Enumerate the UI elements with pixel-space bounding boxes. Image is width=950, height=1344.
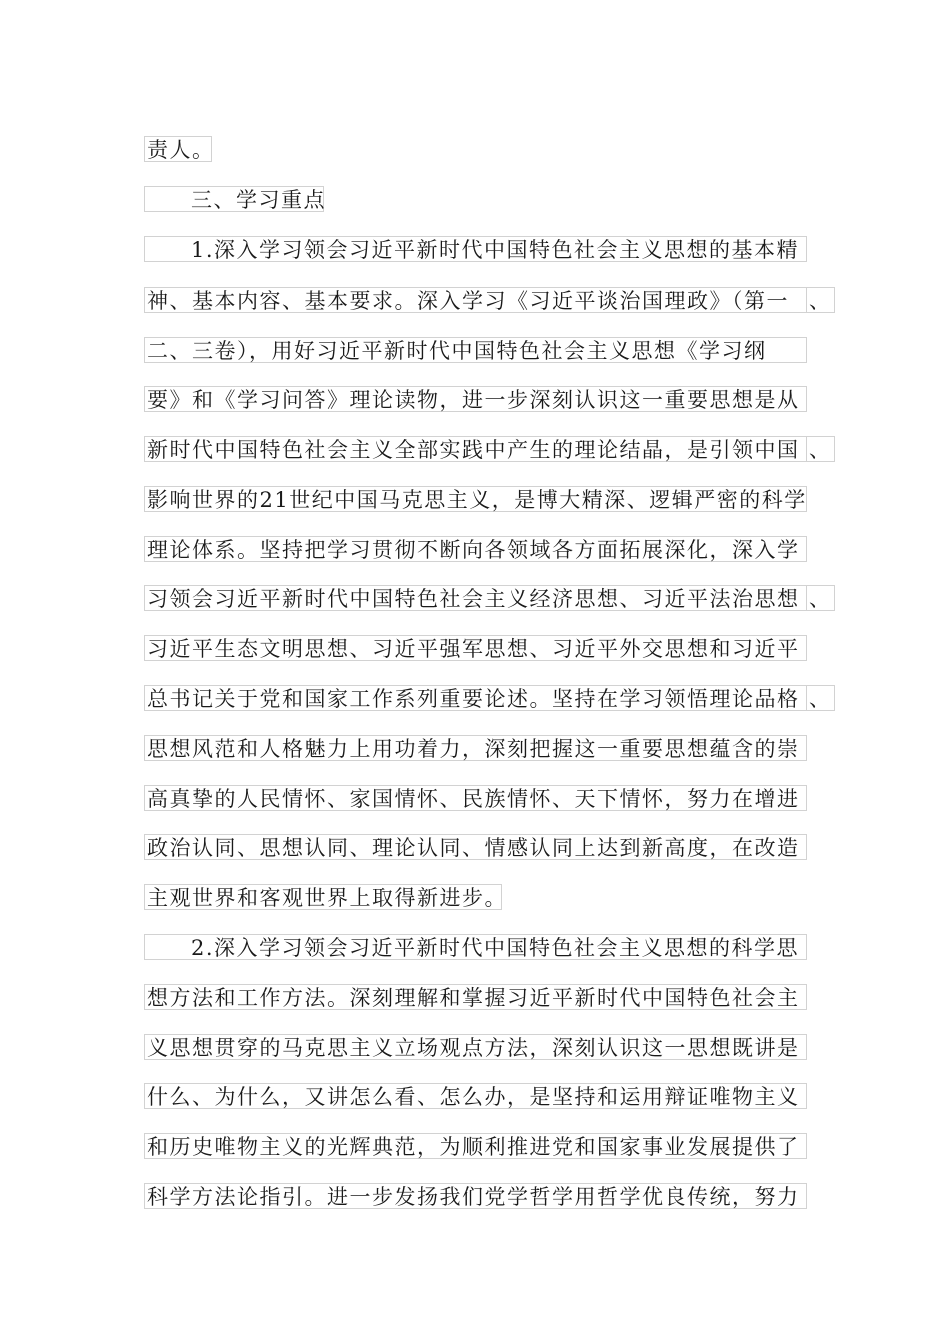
paragraph-1-line-13: 政治认同、思想认同、理论认同、情感认同上达到新高度，在改造: [144, 834, 807, 860]
paragraph-1-line-12: 高真挚的人民情怀、家国情怀、民族情怀、天下情怀，努力在增进: [144, 785, 807, 811]
paragraph-1-line-14: 主观世界和客观世界上取得新进步。: [144, 884, 502, 910]
paragraph-1-line-2: 神、基本内容、基本要求。深入学习《习近平谈治国理政》（第一: [144, 287, 807, 313]
paragraph-1-line-4: 要》和《学习问答》理论读物，进一步深刻认识这一重要思想是从: [144, 386, 807, 412]
paragraph-1-line-8: 习领会习近平新时代中国特色社会主义经济思想、习近平法治思想: [144, 585, 807, 611]
paragraph-1-line-9: 习近平生态文明思想、习近平强军思想、习近平外交思想和习近平: [144, 635, 807, 661]
paragraph-2-line-1: 2.深入学习领会习近平新时代中国特色社会主义思想的科学思: [144, 934, 807, 960]
overflow-mark: 、: [807, 585, 835, 611]
overflow-mark: 、: [807, 685, 835, 711]
paragraph-1-line-3: 二、三卷），用好习近平新时代中国特色社会主义思想《学习纲: [144, 337, 807, 363]
paragraph-1-line-7: 理论体系。坚持把学习贯彻不断向各领域各方面拓展深化，深入学: [144, 536, 807, 562]
section-heading: 三、学习重点: [144, 186, 324, 212]
paragraph-2-line-3: 义思想贯穿的马克思主义立场观点方法，深刻认识这一思想既讲是: [144, 1034, 807, 1060]
overflow-mark: 、: [807, 287, 835, 313]
paragraph-1-line-11: 思想风范和人格魅力上用功着力，深刻把握这一重要思想蕴含的崇: [144, 735, 807, 761]
paragraph-2-line-2: 想方法和工作方法。深刻理解和掌握习近平新时代中国特色社会主: [144, 984, 807, 1010]
paragraph-2-line-6: 科学方法论指引。进一步发扬我们党学哲学用哲学优良传统，努力: [144, 1183, 807, 1209]
paragraph-1-line-5: 新时代中国特色社会主义全部实践中产生的理论结晶，是引领中国: [144, 436, 807, 462]
paragraph-1-line-1: 1.深入学习领会习近平新时代中国特色社会主义思想的基本精: [144, 236, 807, 262]
paragraph-2-line-5: 和历史唯物主义的光辉典范，为顺利推进党和国家事业发展提供了: [144, 1133, 807, 1159]
paragraph-2-line-4: 什么、为什么，又讲怎么看、怎么办，是坚持和运用辩证唯物主义: [144, 1083, 807, 1109]
text-line-continuation: 责人。: [144, 136, 212, 162]
paragraph-1-line-6: 影响世界的21世纪中国马克思主义，是博大精深、逻辑严密的科学: [144, 486, 807, 512]
overflow-mark: 、: [807, 436, 835, 462]
paragraph-1-line-10: 总书记关于党和国家工作系列重要论述。坚持在学习领悟理论品格: [144, 685, 807, 711]
